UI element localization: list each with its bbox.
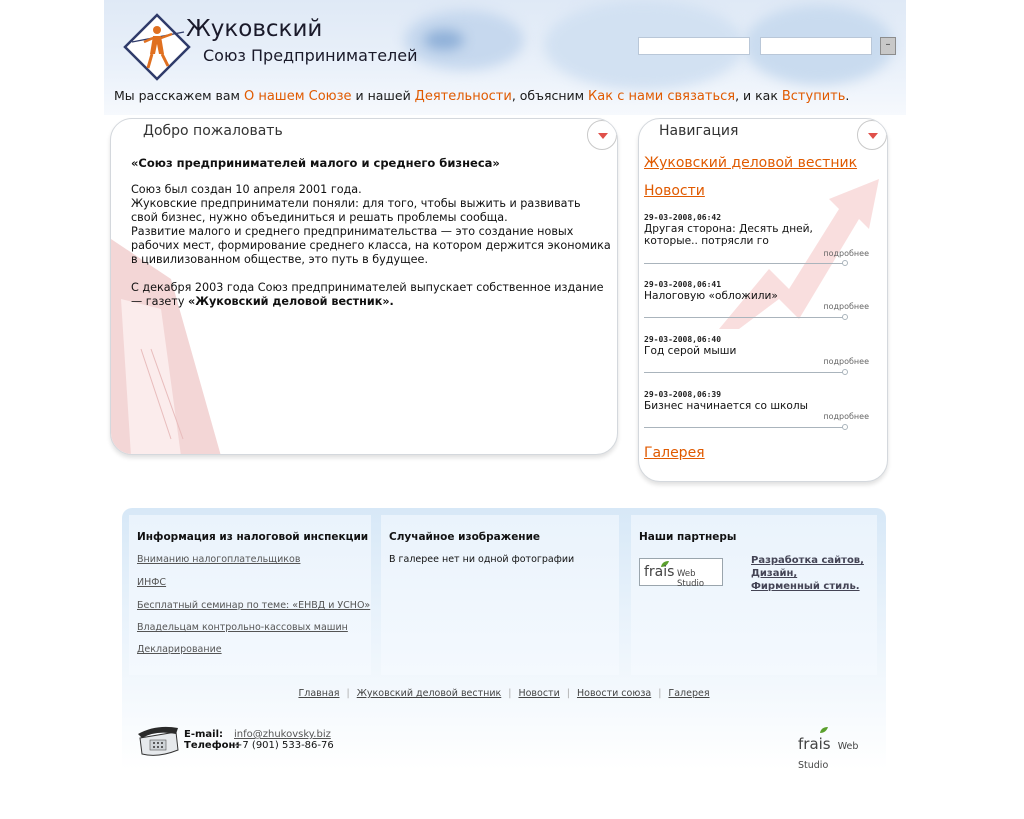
bottom-navigation [122,688,886,699]
news-divider-dot [842,260,848,266]
header [104,0,906,115]
partner-logo-name: frais [644,564,675,580]
logo-icon[interactable] [122,12,192,82]
bottom-nav-link[interactable]: Жуковский деловой вестник [356,688,502,699]
partner-link[interactable]: Фирменный стиль. [751,581,860,592]
news-title[interactable]: Бизнес начинается со школы [644,400,809,412]
random-image-box [381,515,619,675]
page [104,0,906,819]
news-date: 29-03-2008,06:42 [644,213,722,222]
bottom-nav-link[interactable]: Новости [518,688,560,699]
partner-logo-caption: Web Studio [677,569,705,589]
welcome-panel [110,118,618,455]
news-divider-dot [842,424,848,430]
news-title[interactable]: Год серой мыши [644,345,737,357]
navigation-title: Навигация [659,123,739,139]
news-date: 29-03-2008,06:41 [644,280,722,289]
news-link[interactable]: Новости [644,183,705,199]
news-more-link[interactable]: подробнее [823,249,869,258]
news-item[interactable] [644,213,869,258]
tax-info-box [129,515,371,675]
random-image-title: Случайное изображение [389,531,541,543]
bottom-nav-link[interactable]: Новости союза [576,688,652,699]
welcome-paragraph: Союз был создан 10 апреля 2001 года. [131,183,362,196]
welcome-body [131,183,611,323]
bottom-nav-separator: | [566,688,570,699]
tax-link[interactable]: Бесплатный семинар по теме: «ЕНВД и УСНО» [137,600,371,611]
intro-segment: , и как [735,88,782,103]
news-divider [644,427,844,428]
intro-segment: Мы расскажем вам [114,88,244,103]
studio-brand-caption: Web Studio [798,741,859,771]
news-item[interactable] [644,335,869,366]
site-title: Жуковский [186,16,323,42]
login-input[interactable] [638,37,750,55]
random-image-text: В галерее нет ни одной фотографии [389,554,575,565]
partners-box [631,515,877,675]
welcome-paragraph: Жуковские предприниматели поняли: для того, чтобы выжить и развивать свой бизнес, нужно объединиться и решать проблемы сообща. [131,197,581,224]
footer [122,508,886,770]
welcome-title: Добро пожаловать [143,123,283,139]
site-subtitle: Союз Предпринимателей [203,46,418,65]
header-bg-blob [424,30,464,50]
news-more-link[interactable]: подробнее [823,302,869,311]
news-divider [644,263,844,264]
intro-segment: и нашей [351,88,415,103]
bottom-nav-separator: | [346,688,350,699]
join-link[interactable]: Вступить [781,89,846,104]
news-date: 29-03-2008,06:40 [644,335,722,344]
business-herald-link[interactable]: Жуковский деловой вестник [644,155,858,171]
header-bg-blob [404,10,524,70]
navigation-toggle-button[interactable] [857,120,887,150]
tax-link[interactable]: Декларирование [137,644,222,655]
navigation-panel [638,118,888,482]
bottom-nav-link[interactable]: Главная [298,688,340,699]
phone-number: +7 (901) 533-86-76 [234,740,334,751]
news-divider-dot [842,314,848,320]
news-divider [644,317,844,318]
phone-icon [136,724,180,758]
studio-brand-name: frais [798,735,831,753]
contact-link[interactable]: Как с нами связаться [588,89,736,104]
bottom-nav-link[interactable]: Галерея [668,688,710,699]
phone-label: Телефон: [184,740,240,751]
activity-link[interactable]: Деятельности [414,89,512,104]
bottom-nav-separator: | [658,688,662,699]
login-button[interactable]: – [880,37,896,55]
news-title[interactable]: Налоговую «обложили» [644,290,778,302]
news-item[interactable] [644,390,869,421]
tax-link[interactable]: Владельцам контрольно-кассовых машин [137,622,348,633]
tax-link[interactable]: Вниманию налогоплательщиков [137,554,301,565]
bottom-nav-separator: | [508,688,512,699]
news-divider [644,372,844,373]
intro-segment: , объясним [511,88,589,103]
welcome-heading: «Союз предпринимателей малого и среднего бизнеса» [131,156,500,170]
tax-info-title: Информация из налоговой инспекции [137,531,369,543]
studio-brand[interactable] [798,734,886,772]
news-more-link[interactable]: подробнее [823,412,869,421]
partner-logo[interactable] [639,558,723,589]
about-link[interactable]: О нашем Союзе [243,89,352,104]
intro-text [114,88,849,104]
partner-link[interactable]: Дизайн, [751,568,798,579]
news-divider-dot [842,369,848,375]
news-date: 29-03-2008,06:39 [644,390,722,399]
welcome-toggle-button[interactable] [587,120,617,150]
contacts [184,729,334,751]
gallery-link[interactable]: Галерея [644,445,705,461]
news-item[interactable] [644,280,869,311]
partner-links [751,554,864,593]
partners-title: Наши партнеры [639,531,737,543]
leaf-icon [819,726,829,734]
intro-segment: . [845,88,850,103]
newspaper-name: «Жуковский деловой вестник». [188,295,394,308]
email-link[interactable]: info@zhukovsky.biz [234,729,331,740]
welcome-paragraph: С декабря 2003 года Союз предпринимателей выпускает собственное издание — газету [131,281,604,308]
tax-link[interactable]: ИНФС [137,577,167,588]
partner-link[interactable]: Разработка сайтов, [751,555,864,566]
news-more-link[interactable]: подробнее [823,357,869,366]
news-title[interactable]: Другая сторона: Десять дней, которые.. потрясли го [644,223,813,247]
email-label: E-mail: [184,729,224,740]
welcome-paragraph: Развитие малого и среднего предпринимательства — это создание новых рабочих мест, формирование среднего класса, на котором держится экономика в цивилизованном обществе, это путь в будущее. [131,225,611,266]
password-input[interactable] [760,37,872,55]
